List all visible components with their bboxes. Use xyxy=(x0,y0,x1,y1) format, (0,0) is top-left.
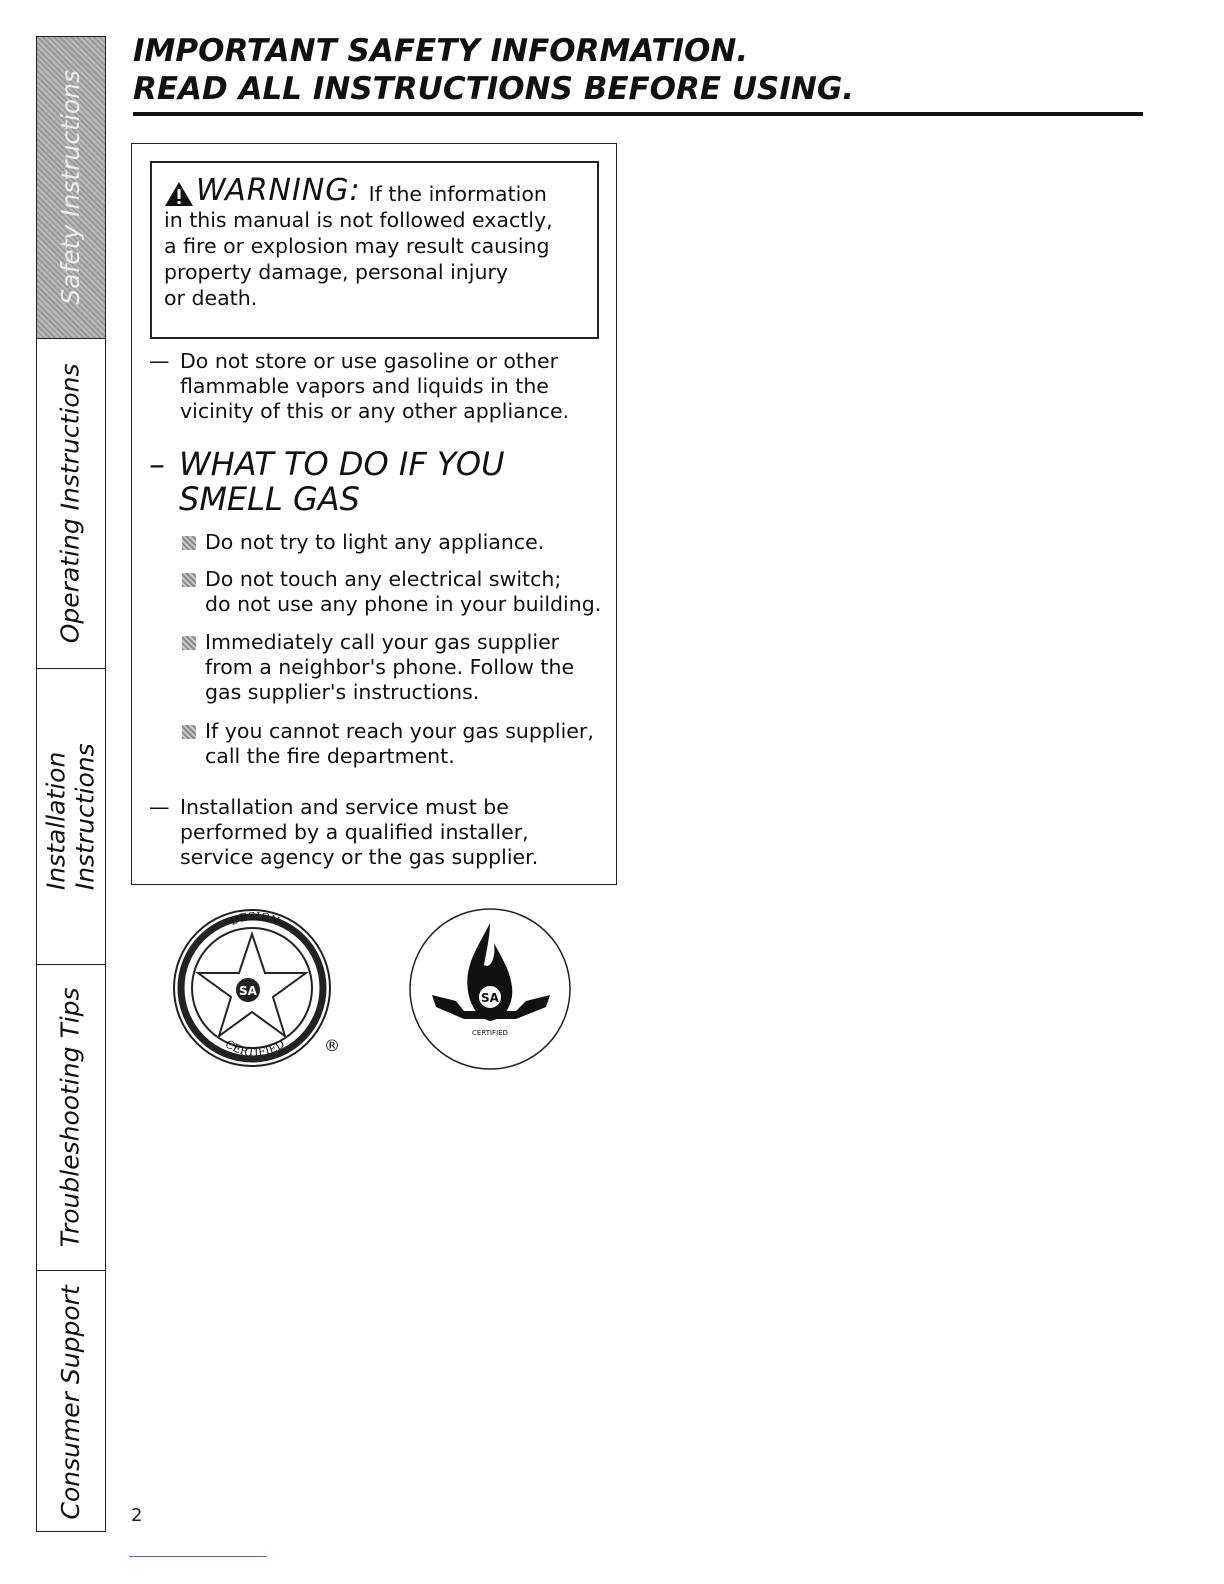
installation-text: Installation and service must be performed by a qualified installer, service agency or the gas supplier. xyxy=(180,795,539,869)
csa-text: SA xyxy=(239,984,257,998)
warning-text: in this manual is not followed exactly, a fire or explosion may result causing property damage, personal injury or death. xyxy=(164,208,553,310)
list-item: Do not touch any electrical switch; do not use any phone in your building. xyxy=(182,567,614,617)
gasoline-item: — Do not store or use gasoline or other flammable vapors and liquids in the vicinity of this or any other appliance. xyxy=(149,349,570,423)
gasoline-text: Do not store or use gasoline or other flammable vapors and liquids in the vicinity of this or any other appliance. xyxy=(180,349,570,423)
warning-triangle-icon xyxy=(164,181,194,207)
warning-word: WARNING: xyxy=(196,173,361,208)
flame-certified-logo xyxy=(408,907,572,1071)
section-sidebar xyxy=(36,36,106,1532)
tab-label: Safety Instructions xyxy=(55,70,85,305)
tab-label: Operating Instructions xyxy=(55,363,85,644)
title-rule xyxy=(133,112,1143,116)
list-item: Immediately call your gas supplier from a neighbor's phone. Follow the gas supplier's instructions. xyxy=(182,630,614,705)
smell-gas-heading: – WHAT TO DO IF YOU SMELL GAS xyxy=(149,445,505,518)
tab-safety-instructions[interactable] xyxy=(37,37,105,339)
warning-box xyxy=(150,161,599,339)
bullet-square-icon xyxy=(182,636,196,650)
bullet-square-icon xyxy=(182,725,196,739)
list-item: Do not try to light any appliance. xyxy=(182,530,614,555)
smell-gas-title: WHAT TO DO IF YOU SMELL GAS xyxy=(179,445,505,518)
page-title xyxy=(133,32,1143,108)
tab-label: Installation Instructions xyxy=(41,743,100,890)
footer-line xyxy=(129,1556,267,1557)
certified-text: CERTIFIED xyxy=(222,1037,288,1060)
csa-text: SA xyxy=(481,991,499,1005)
page-number: 2 xyxy=(131,1505,143,1526)
bullet-square-icon xyxy=(182,536,196,550)
design-certified-logo xyxy=(170,908,340,1068)
tab-label: Consumer Support xyxy=(55,1284,85,1520)
tab-troubleshooting-tips[interactable] xyxy=(37,965,105,1271)
registered-mark: ® xyxy=(324,1036,340,1055)
tab-consumer-support[interactable] xyxy=(37,1271,105,1533)
certified-text: CERTIFIED xyxy=(472,1029,508,1037)
bullet-square-icon xyxy=(182,573,196,587)
tab-installation-instructions[interactable] xyxy=(37,669,105,965)
warning-first-line: If the information xyxy=(368,182,547,206)
design-text: DESIGN xyxy=(228,909,282,929)
installation-item: — Installation and service must be performed by a qualified installer, service agency or the gas supplier. xyxy=(149,795,539,869)
tab-label: Troubleshooting Tips xyxy=(55,987,85,1248)
title-line-2: READ ALL INSTRUCTIONS BEFORE USING. xyxy=(133,71,855,107)
title-line-1: IMPORTANT SAFETY INFORMATION. xyxy=(133,33,749,69)
list-item: If you cannot reach your gas supplier, call the fire department. xyxy=(182,719,614,769)
tab-operating-instructions[interactable] xyxy=(37,339,105,669)
